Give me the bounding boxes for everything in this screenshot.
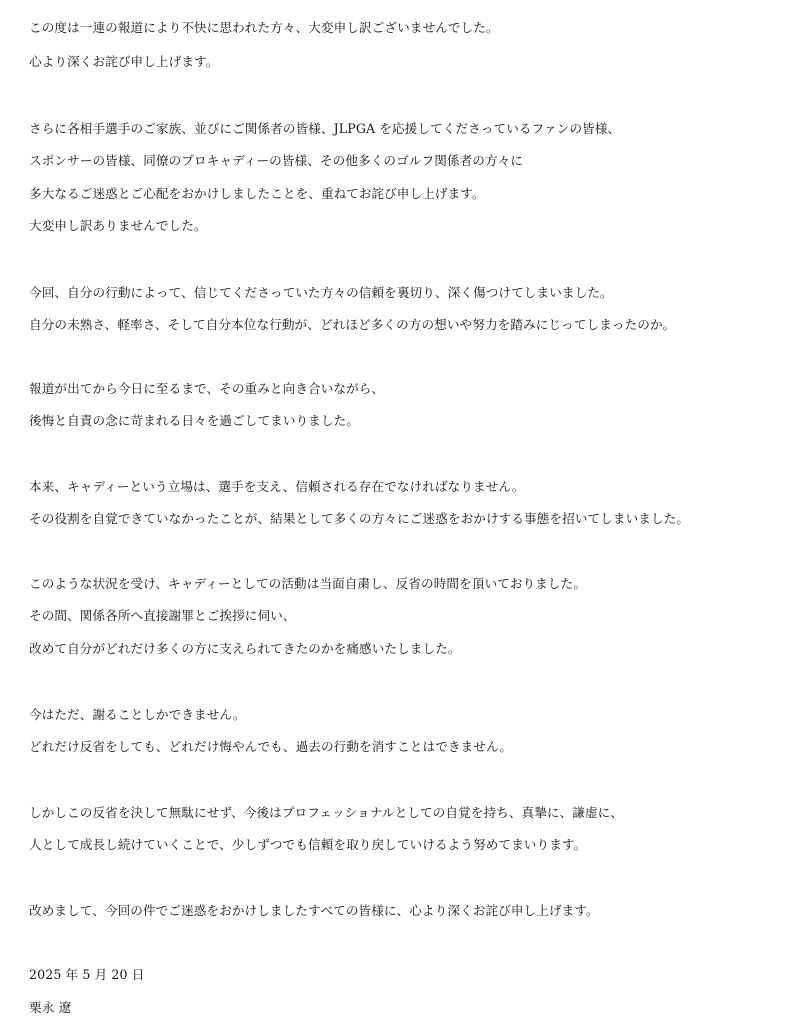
statement-line: 人として成長し続けていくことで、少しずつでも信頼を取り戻していけるよう努めてまいります。 [29,837,587,852]
statement-line: 改めまして、今回の件でご迷惑をおかけしましたすべての皆様に、心より深くお詫び申し上げます。 [29,903,599,918]
statement-line: しかしこの反省を決して無駄にせず、今後はプロフェッショナルとしての自覚を持ち、真摯に、謙虚に、 [29,805,624,820]
statement-line: このような状況を受け、キャディーとしての活動は当面自粛し、反省の時間を頂いておりました。 [29,576,587,591]
statement-line: スポンサーの皆様、同僚のプロキャディーの皆様、その他多くのゴルフ関係者の方々に [29,153,524,168]
statement-line: 今回、自分の行動によって、信じてくださっていた方々の信頼を裏切り、深く傷つけてしまいました。 [29,285,613,300]
statement-line: 後悔と自責の念に苛まれる日々を過ごしてまいりました。 [29,413,360,428]
statement-line: 報道が出てから今日に至るまで、その重みと向き合いながら、 [29,381,385,396]
statement-date: 2025 年 5 月 20 日 [29,967,145,982]
statement-line: 心より深くお詫び申し上げます。 [29,54,219,69]
statement-signature: 栗永 遼 [29,1000,72,1015]
statement-line: 大変申し訳ありませんでした。 [29,218,207,233]
statement-line: どれだけ反省をしても、どれだけ悔やんでも、過去の行動を消すことはできません。 [29,739,513,754]
statement-line: 今はただ、謝ることしかできません。 [29,707,246,722]
statement-line: 本来、キャディーという立場は、選手を支え、信頼される存在でなければなりません。 [29,479,525,494]
statement-line: 改めて自分がどれだけ多くの方に支えられてきたのかを痛感いたしました。 [29,641,461,656]
statement-line: さらに各相手選手のご家族、並びにご関係者の皆様、JLPGA を応援してくださっているファンの皆様、 [29,121,621,136]
statement-line: 多大なるご迷惑とご心配をおかけしましたことを、重ねてお詫び申し上げます。 [29,186,485,201]
statement-line: その間、関係各所へ直接謝罪とご挨拶に伺い、 [29,608,296,623]
statement-line: 自分の未熟さ、軽率さ、そして自分本位な行動が、どれほど多くの方の想いや努力を踏みにじってしまったのか。 [29,317,676,332]
statement-line: その役割を自覚できていなかったことが、結果として多くの方々にご迷惑をおかけする事態を招いてしまいました。 [29,511,690,526]
statement-line: この度は一連の報道により不快に思われた方々、大変申し訳ございませんでした。 [29,20,499,35]
